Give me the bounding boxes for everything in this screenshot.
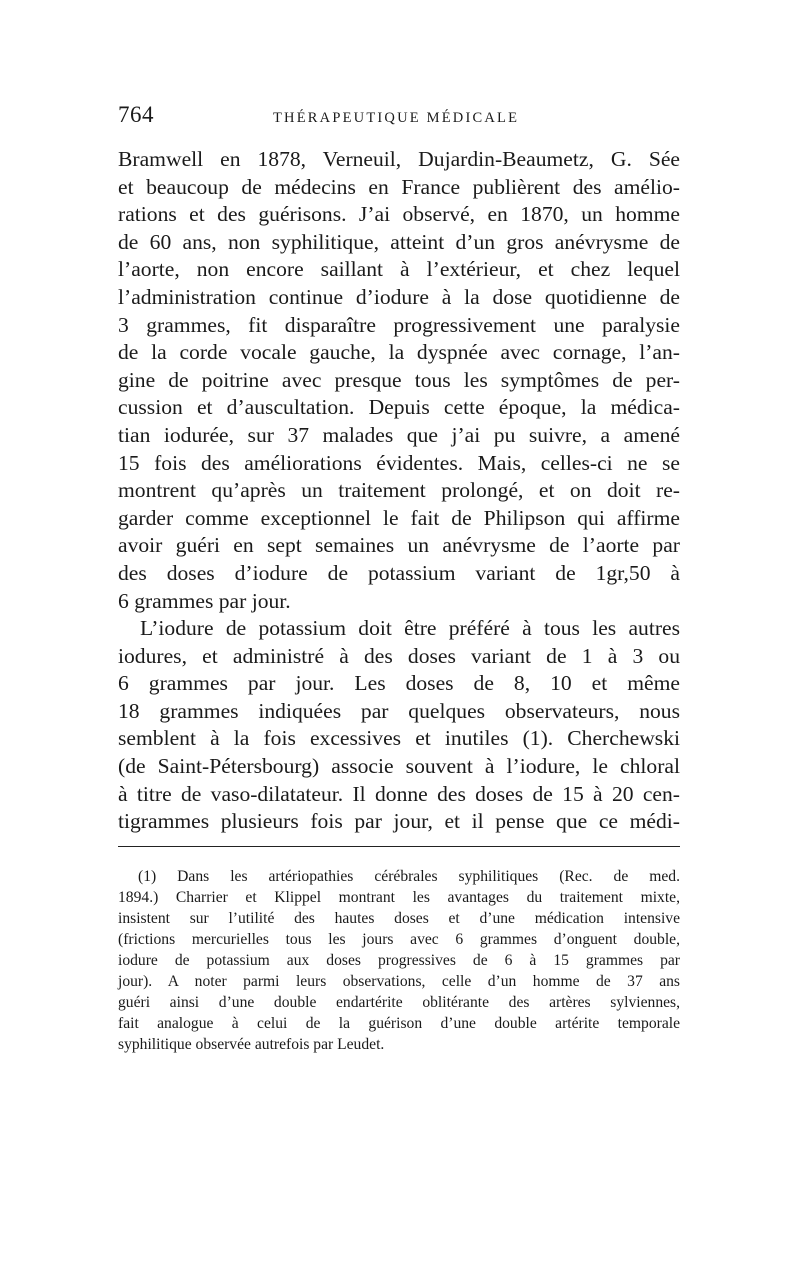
body-line: de la corde vocale gauche, la dyspnée avec cornage, l’an- [118,340,680,365]
body-line: Bramwell en 1878, Verneuil, Dujardin-Beaumetz, G. Sée [118,147,680,171]
body-line: gine de poitrine avec presque tous les symptômes de per- [118,367,680,392]
footnote-line: fait analogue à celui de la guérison d’une double artérite temporale [118,1015,680,1032]
footnote-divider [118,846,680,847]
body-line: 18 grammes indiquées par quelques observateurs, nous [118,698,680,723]
body-line: semblent à la fois excessives et inutiles (1). Cherchewski [118,726,680,751]
footnote-line: syphilitique observée autrefois par Leudet. [118,1036,385,1053]
page-number: 764 [118,102,154,127]
footnote-line: guéri ainsi d’une double endartérite oblitérante des artères sylviennes, [118,994,680,1011]
body-text [118,146,680,836]
body-line: des doses d’iodure de potassium variant de 1gr,50 à [118,560,680,585]
body-line: l’aorte, non encore saillant à l’extérieur, et chez lequel [118,257,680,282]
body-line: tian iodurée, sur 37 malades que j’ai pu suivre, a amené [118,422,680,447]
body-line: cussion et d’auscultation. Depuis cette époque, la médica- [118,395,680,420]
body-line: à titre de vaso-dilatateur. Il donne des doses de 15 à 20 cen- [118,781,680,806]
body-line: (de Saint-Pétersbourg) associe souvent à l’iodure, le chloral [118,754,680,779]
body-line: et beaucoup de médecins en France publièrent des amélio- [118,174,680,199]
body-line: 3 grammes, fit disparaître progressivement une paralysie [118,312,680,337]
body-line: L’iodure de potassium doit être préféré à tous les autres [140,616,680,641]
body-line: de 60 ans, non syphilitique, atteint d’un gros anévrysme de [118,229,680,254]
body-line: rations et des guérisons. J’ai observé, en 1870, un homme [118,202,680,227]
body-line: 6 grammes par jour. [118,588,291,613]
body-line: l’administration continue d’iodure à la dose quotidienne de [118,284,680,309]
body-line: montrent qu’après un traitement prolongé, et on doit re- [118,478,680,503]
body-line: avoir guéri en sept semaines un anévrysme de l’aorte par [118,533,680,558]
body-line: garder comme exceptionnel le fait de Philipson qui affirme [118,505,680,530]
body-line: 15 fois des améliorations évidentes. Mais, celles-ci ne se [118,450,680,475]
footnotes [118,866,680,1055]
footnote-line: (frictions mercurielles tous les jours avec 6 grammes d’onguent double, [118,931,680,948]
footnote-line: jour). A noter parmi leurs observations, celle d’un homme de 37 ans [118,973,680,990]
body-line: tigrammes plusieurs fois par jour, et il pense que ce médi- [118,809,680,834]
footnote-line: insistent sur l’utilité des hautes doses et d’une médication intensive [118,910,680,927]
page-header [118,100,678,134]
body-line: iodures, et administré à des doses variant de 1 à 3 ou [118,643,680,668]
footnote-line: (1) Dans les artériopathies cérébrales syphilitiques (Rec. de med. [138,868,680,885]
footnote-line: iodure de potassium aux doses progressives de 6 à 15 grammes par [118,952,680,969]
body-line: 6 grammes par jour. Les doses de 8, 10 et même [118,671,680,696]
running-title: THÉRAPEUTIQUE MÉDICALE [273,110,520,126]
footnote-line: 1894.) Charrier et Klippel montrant les avantages du traitement mixte, [118,889,680,906]
